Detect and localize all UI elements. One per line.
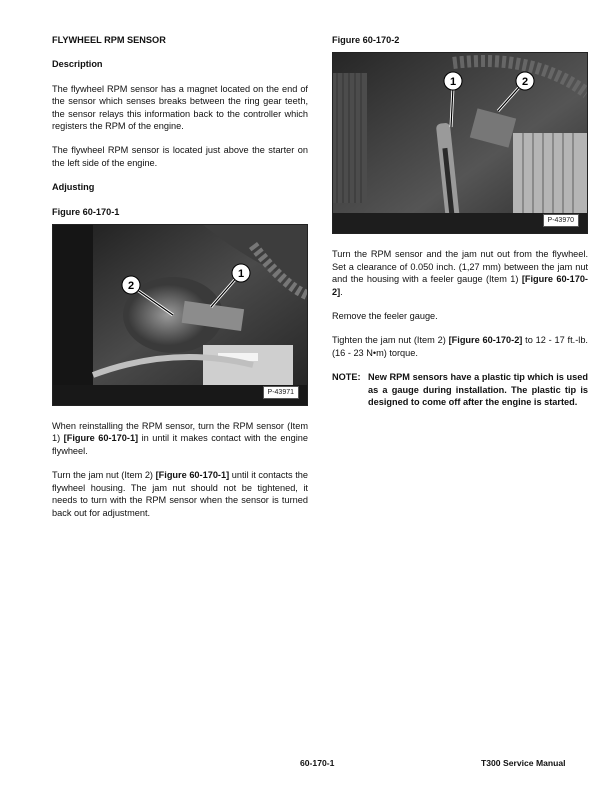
- adjusting-heading: Adjusting: [52, 182, 95, 193]
- figure-reference: [Figure 60-170-1]: [63, 433, 139, 444]
- photo-number: P-43970: [543, 214, 579, 227]
- reinstall-paragraph: When reinstalling the RPM sensor, turn the RPM sensor (Item 1) [Figure 60-170-1] in until it makes contact with the engine flywheel.: [52, 421, 308, 456]
- left-column: [52, 34, 308, 531]
- callout-1: 1: [237, 268, 245, 281]
- callout-2: 2: [127, 280, 135, 293]
- figure-reference: [Figure 60-170-2]: [332, 274, 588, 297]
- clearance-paragraph: Turn the RPM sensor and the jam nut out from the flywheel. Set a clearance of 0.050 inch. (1,27 mm) between the jam nut and the housing with a feeler gauge (Item 1) [Figure 60-170-2].: [332, 249, 588, 297]
- remove-gauge-paragraph: Remove the feeler gauge.: [332, 311, 438, 322]
- figure-60-170-1-photo: [52, 224, 308, 406]
- page-number: 60-170-1: [300, 758, 335, 768]
- description-paragraph-2: The flywheel RPM sensor is located just above the starter on the left side of the engine.: [52, 145, 308, 168]
- manual-title: T300 Service Manual: [481, 758, 566, 768]
- figure-60-170-2-photo: [332, 52, 588, 234]
- section-title: FLYWHEEL RPM SENSOR: [52, 35, 166, 45]
- figure-60-170-1-caption: Figure 60-170-1: [52, 206, 120, 217]
- engine-photo-1: [53, 225, 307, 405]
- note-text: New RPM sensors have a plastic tip which is used as a gauge during installation. The plastic tip is designed to come off after the engine is started.: [368, 372, 588, 408]
- callout-2: 2: [521, 76, 529, 89]
- figure-60-170-2-caption: Figure 60-170-2: [332, 35, 400, 45]
- note-label: NOTE:: [332, 372, 361, 383]
- right-column: [332, 34, 588, 408]
- description-paragraph-1: The flywheel RPM sensor has a magnet located on the end of the sensor which senses breaks between the ring gear teeth, the sensor relays this information back to the controller which registers the RPM of the engine.: [52, 83, 308, 132]
- engine-photo-2: [333, 53, 587, 233]
- figure-reference: [Figure 60-170-1]: [155, 470, 230, 481]
- figure-reference: [Figure 60-170-2]: [448, 335, 523, 346]
- jam-nut-paragraph: Turn the jam nut (Item 2) [Figure 60-170-1] until it contacts the flywheel housing. The jam nut should not be tightened, it needs to turn with the RPM sensor when the sensor is turned back out for adjustment.: [52, 470, 308, 518]
- photo-number: P-43971: [263, 386, 299, 399]
- callout-1: 1: [449, 76, 457, 89]
- note-block: [332, 371, 588, 408]
- tighten-paragraph: Tighten the jam nut (Item 2) [Figure 60-170-2] to 12 - 17 ft.-lb. (16 - 23 N•m) torque.: [332, 335, 588, 358]
- description-heading: Description: [52, 59, 103, 70]
